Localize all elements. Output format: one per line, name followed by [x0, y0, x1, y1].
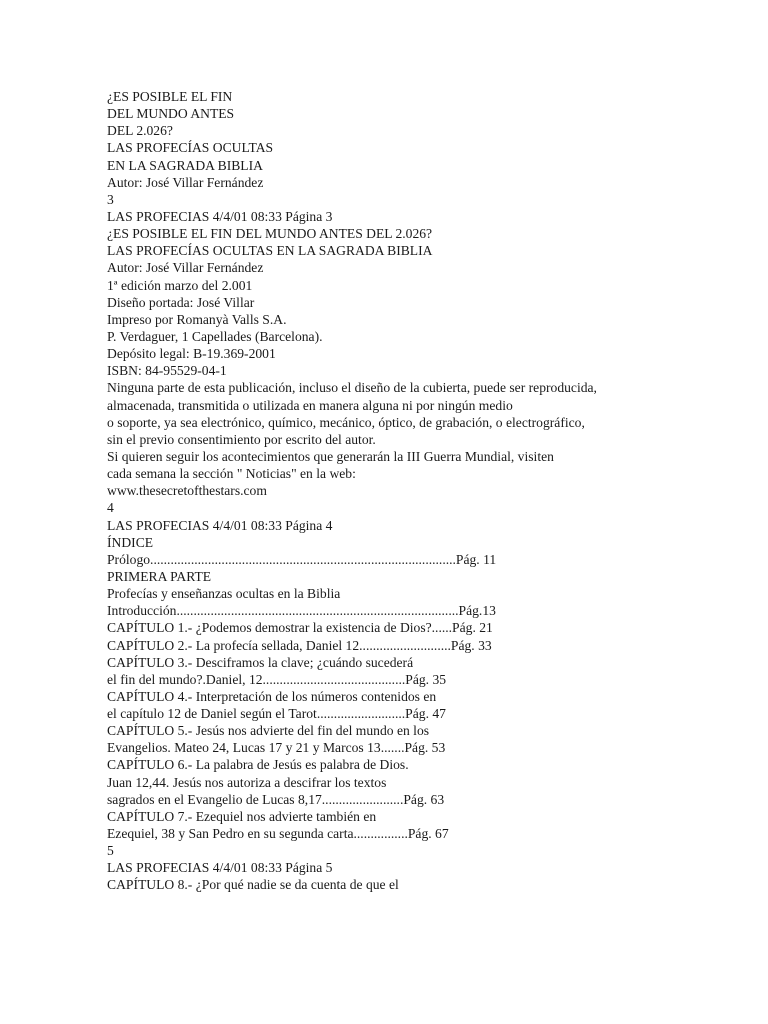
text-line: Impreso por Romanyà Valls S.A. — [107, 311, 287, 327]
text-line: Profecías y enseñanzas ocultas en la Biblia — [107, 586, 341, 602]
page-number: 5 — [107, 843, 114, 859]
text-line: sin el previo consentimiento por escrito del autor. — [107, 431, 376, 447]
text-line: DEL 2.026? — [107, 123, 173, 139]
section-heading: PRIMERA PARTE — [107, 568, 212, 584]
page-header: LAS PROFECIAS 4/4/01 08:33 Página 4 — [107, 517, 333, 533]
page-header: LAS PROFECIAS 4/4/01 08:33 Página 3 — [107, 208, 333, 224]
toc-entry: CAPÍTULO 7.- Ezequiel nos advierte también en — [107, 808, 377, 824]
text-line: Si quieren seguir los acontecimientos que generarán la III Guerra Mundial, visiten — [107, 448, 554, 464]
page-header: LAS PROFECIAS 4/4/01 08:33 Página 5 — [107, 860, 333, 876]
text-line: Ninguna parte de esta publicación, incluso el diseño de la cubierta, puede ser reproducida, — [107, 380, 597, 396]
toc-entry: Evangelios. Mateo 24, Lucas 17 y 21 y Marcos 13.......Pág. 53 — [107, 740, 446, 756]
document-text — [107, 88, 757, 894]
toc-entry: CAPÍTULO 1.- ¿Podemos demostrar la existencia de Dios?......Pág. 21 — [107, 620, 493, 636]
toc-entry: Prólogo..........................................................................................Pág. 11 — [107, 551, 497, 567]
text-line: EN LA SAGRADA BIBLIA — [107, 157, 263, 173]
text-line: o soporte, ya sea electrónico, químico, mecánico, óptico, de grabación, o electrográfico, — [107, 414, 585, 430]
toc-entry: el capítulo 12 de Daniel según el Tarot..........................Pág. 47 — [107, 706, 446, 722]
text-line: ISBN: 84-95529-04-1 — [107, 363, 227, 379]
toc-entry: Introducción...................................................................................Pág.13 — [107, 603, 496, 619]
text-line: cada semana la sección " Noticias" en la web: — [107, 466, 356, 482]
toc-entry: el fin del mundo?.Daniel, 12..........................................Pág. 35 — [107, 671, 447, 687]
text-line: ¿ES POSIBLE EL FIN DEL MUNDO ANTES DEL 2.026? — [107, 226, 433, 242]
website-url: www.thesecretofthestars.com — [107, 483, 267, 499]
text-line: Diseño portada: José Villar — [107, 294, 255, 310]
toc-entry: CAPÍTULO 5.- Jesús nos advierte del fin del mundo en los — [107, 723, 430, 739]
toc-entry: CAPÍTULO 8.- ¿Por qué nadie se da cuenta de que el — [107, 877, 399, 893]
text-line: DEL MUNDO ANTES — [107, 106, 235, 122]
text-line: P. Verdaguer, 1 Capellades (Barcelona). — [107, 328, 323, 344]
text-line: LAS PROFECÍAS OCULTAS EN LA SAGRADA BIBLIA — [107, 243, 433, 259]
index-heading: ÍNDICE — [107, 534, 154, 550]
page-number: 3 — [107, 191, 114, 207]
text-line: ¿ES POSIBLE EL FIN — [107, 89, 233, 104]
text-line: almacenada, transmitida o utilizada en manera alguna ni por ningún medio — [107, 397, 513, 413]
toc-entry: CAPÍTULO 2.- La profecía sellada, Daniel 12...........................Pág. 33 — [107, 637, 492, 653]
page-number: 4 — [107, 500, 114, 516]
toc-entry: sagrados en el Evangelio de Lucas 8,17........................Pág. 63 — [107, 791, 445, 807]
toc-entry: Ezequiel, 38 y San Pedro en su segunda carta................Pág. 67 — [107, 826, 449, 842]
text-line: LAS PROFECÍAS OCULTAS — [107, 140, 274, 156]
toc-entry: CAPÍTULO 6.- La palabra de Jesús es palabra de Dios. — [107, 757, 409, 773]
text-line: Autor: José Villar Fernández — [107, 260, 264, 276]
toc-entry: CAPÍTULO 3.- Desciframos la clave; ¿cuándo sucederá — [107, 654, 414, 670]
toc-entry: Juan 12,44. Jesús nos autoriza a descifrar los textos — [107, 774, 387, 790]
toc-entry: CAPÍTULO 4.- Interpretación de los números contenidos en — [107, 688, 437, 704]
text-line: 1ª edición marzo del 2.001 — [107, 277, 253, 293]
text-line: Depósito legal: B-19.369-2001 — [107, 346, 276, 362]
text-line: Autor: José Villar Fernández — [107, 174, 264, 190]
